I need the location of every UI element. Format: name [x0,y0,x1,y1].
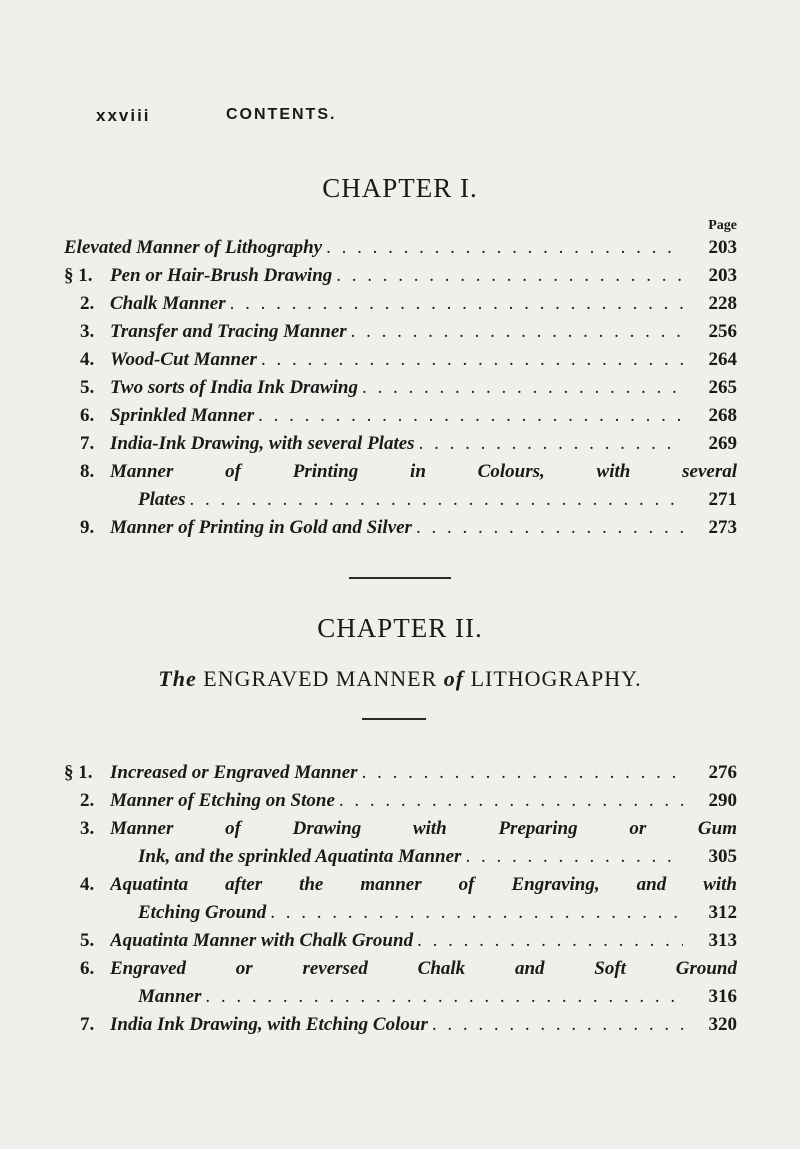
toc-entry [64,1011,737,1039]
dot-leader [230,290,683,318]
section-divider [349,577,451,579]
toc-entry-number: 9. [80,517,95,538]
toc-page-number: 290 [708,790,737,811]
toc-entry-number: 2. [80,790,95,811]
toc-entry [64,290,737,318]
subtitle-the: The [158,666,197,691]
dot-leader [339,787,683,815]
dot-leader [190,486,684,514]
toc-entry-title: Aquatinta Manner with Chalk Ground [110,930,414,951]
toc-entry-title: Engraved or reversed Chalk and Soft Ground [110,958,737,979]
toc-entry [64,458,737,486]
toc-page-number: 313 [708,930,737,951]
dot-leader [419,430,683,458]
toc-entry-title-cont: Ink, and the sprinkled Aquatinta Manner [138,846,462,867]
toc-entry-continued [64,983,737,1011]
dot-leader [205,983,683,1011]
toc-entry-number: 7. [80,433,95,454]
toc-entry-title: Manner of Etching on Stone [110,790,335,811]
toc-page-number: 256 [708,321,737,342]
toc-entry-title: Two sorts of India Ink Drawing [110,377,358,398]
toc-entry [64,262,737,290]
page-column-label: Page [708,218,737,233]
toc-entry-number: 4. [80,349,95,370]
chapter-1-heading: CHAPTER I. [322,173,478,203]
toc-entry [64,318,737,346]
toc-page-number: 264 [708,349,737,370]
dot-leader [261,346,683,374]
subtitle-divider [362,718,426,720]
dot-leader [336,262,683,290]
toc-page-number: 265 [708,377,737,398]
dot-leader [326,234,683,262]
toc-entry-title: India-Ink Drawing, with several Plates [110,433,415,454]
dot-leader [417,927,683,955]
toc-page-number: 268 [708,405,737,426]
toc-entry-number: § 1. [64,762,93,783]
toc-entry [64,234,737,262]
toc-page-number: 269 [708,433,737,454]
toc-entry-number: § 1. [64,265,93,286]
running-head [96,106,736,136]
toc-entry-title: Wood-Cut Manner [110,349,257,370]
chapter-2-heading: CHAPTER II. [317,613,483,643]
toc-page-number: 203 [708,237,737,258]
toc-entry-number: 6. [80,958,95,979]
dot-leader [351,318,683,346]
toc-entry [64,955,737,983]
toc-entry-number: 6. [80,405,95,426]
toc-page-number: 312 [708,902,737,923]
toc-entry-title: Aquatinta after the manner of Engraving, and with [110,874,737,895]
toc-entry-number: 2. [80,293,95,314]
toc-entry-number: 5. [80,377,95,398]
chapter-2-toc [64,759,737,1039]
toc-entry-title: Transfer and Tracing Manner [110,321,347,342]
toc-entry [64,430,737,458]
toc-entry-title: Elevated Manner of Lithography [64,237,323,258]
running-title: CONTENTS. [226,106,337,123]
toc-page-number: 228 [708,293,737,314]
dot-leader [270,899,683,927]
toc-entry-title: Manner of Printing in Gold and Silver [110,517,412,538]
toc-entry [64,514,737,542]
toc-entry-number: 8. [80,461,95,482]
toc-entry [64,871,737,899]
toc-page-number: 203 [708,265,737,286]
toc-page-number: 271 [708,489,737,510]
toc-entry-title: Pen or Hair-Brush Drawing [110,265,333,286]
toc-page-number: 273 [708,517,737,538]
toc-entry-continued [64,899,737,927]
toc-entry [64,815,737,843]
toc-entry [64,346,737,374]
toc-entry-title-cont: Manner [138,986,202,1007]
toc-page-number: 305 [708,846,737,867]
toc-entry-number: 3. [80,818,95,839]
toc-entry-number: 4. [80,874,95,895]
toc-entry-title-cont: Plates [138,489,186,510]
chapter-2-subtitle [0,666,800,692]
toc-entry-title: India Ink Drawing, with Etching Colour [110,1014,428,1035]
toc-entry-continued [64,486,737,514]
dot-leader [362,759,683,787]
toc-page-number: 276 [708,762,737,783]
subtitle-of: of [443,666,465,691]
dot-leader [465,843,683,871]
toc-entry-title: Manner of Drawing with Preparing or Gum [110,818,737,839]
toc-entry-title-cont: Etching Ground [138,902,267,923]
toc-entry-title: Sprinkled Manner [110,405,255,426]
toc-entry-number: 5. [80,930,95,951]
dot-leader [258,402,683,430]
toc-page-number: 320 [708,1014,737,1035]
dot-leader [432,1011,683,1039]
subtitle-engraved-manner: ENGRAVED MANNER [203,666,438,691]
toc-entry-title: Chalk Manner [110,293,226,314]
toc-entry [64,759,737,787]
toc-entry [64,787,737,815]
dot-leader [362,374,683,402]
toc-entry-title: Increased or Engraved Manner [110,762,358,783]
toc-page-number: 316 [708,986,737,1007]
chapter-1-toc [64,234,737,542]
toc-entry-number: 3. [80,321,95,342]
page-folio: xxviii [96,106,151,125]
toc-entry-title: Manner of Printing in Colours, with several [110,461,737,482]
toc-entry [64,402,737,430]
toc-entry-continued [64,843,737,871]
toc-entry-number: 7. [80,1014,95,1035]
toc-entry [64,927,737,955]
dot-leader [416,514,683,542]
subtitle-lithography: LITHOGRAPHY. [470,666,642,691]
toc-entry [64,374,737,402]
